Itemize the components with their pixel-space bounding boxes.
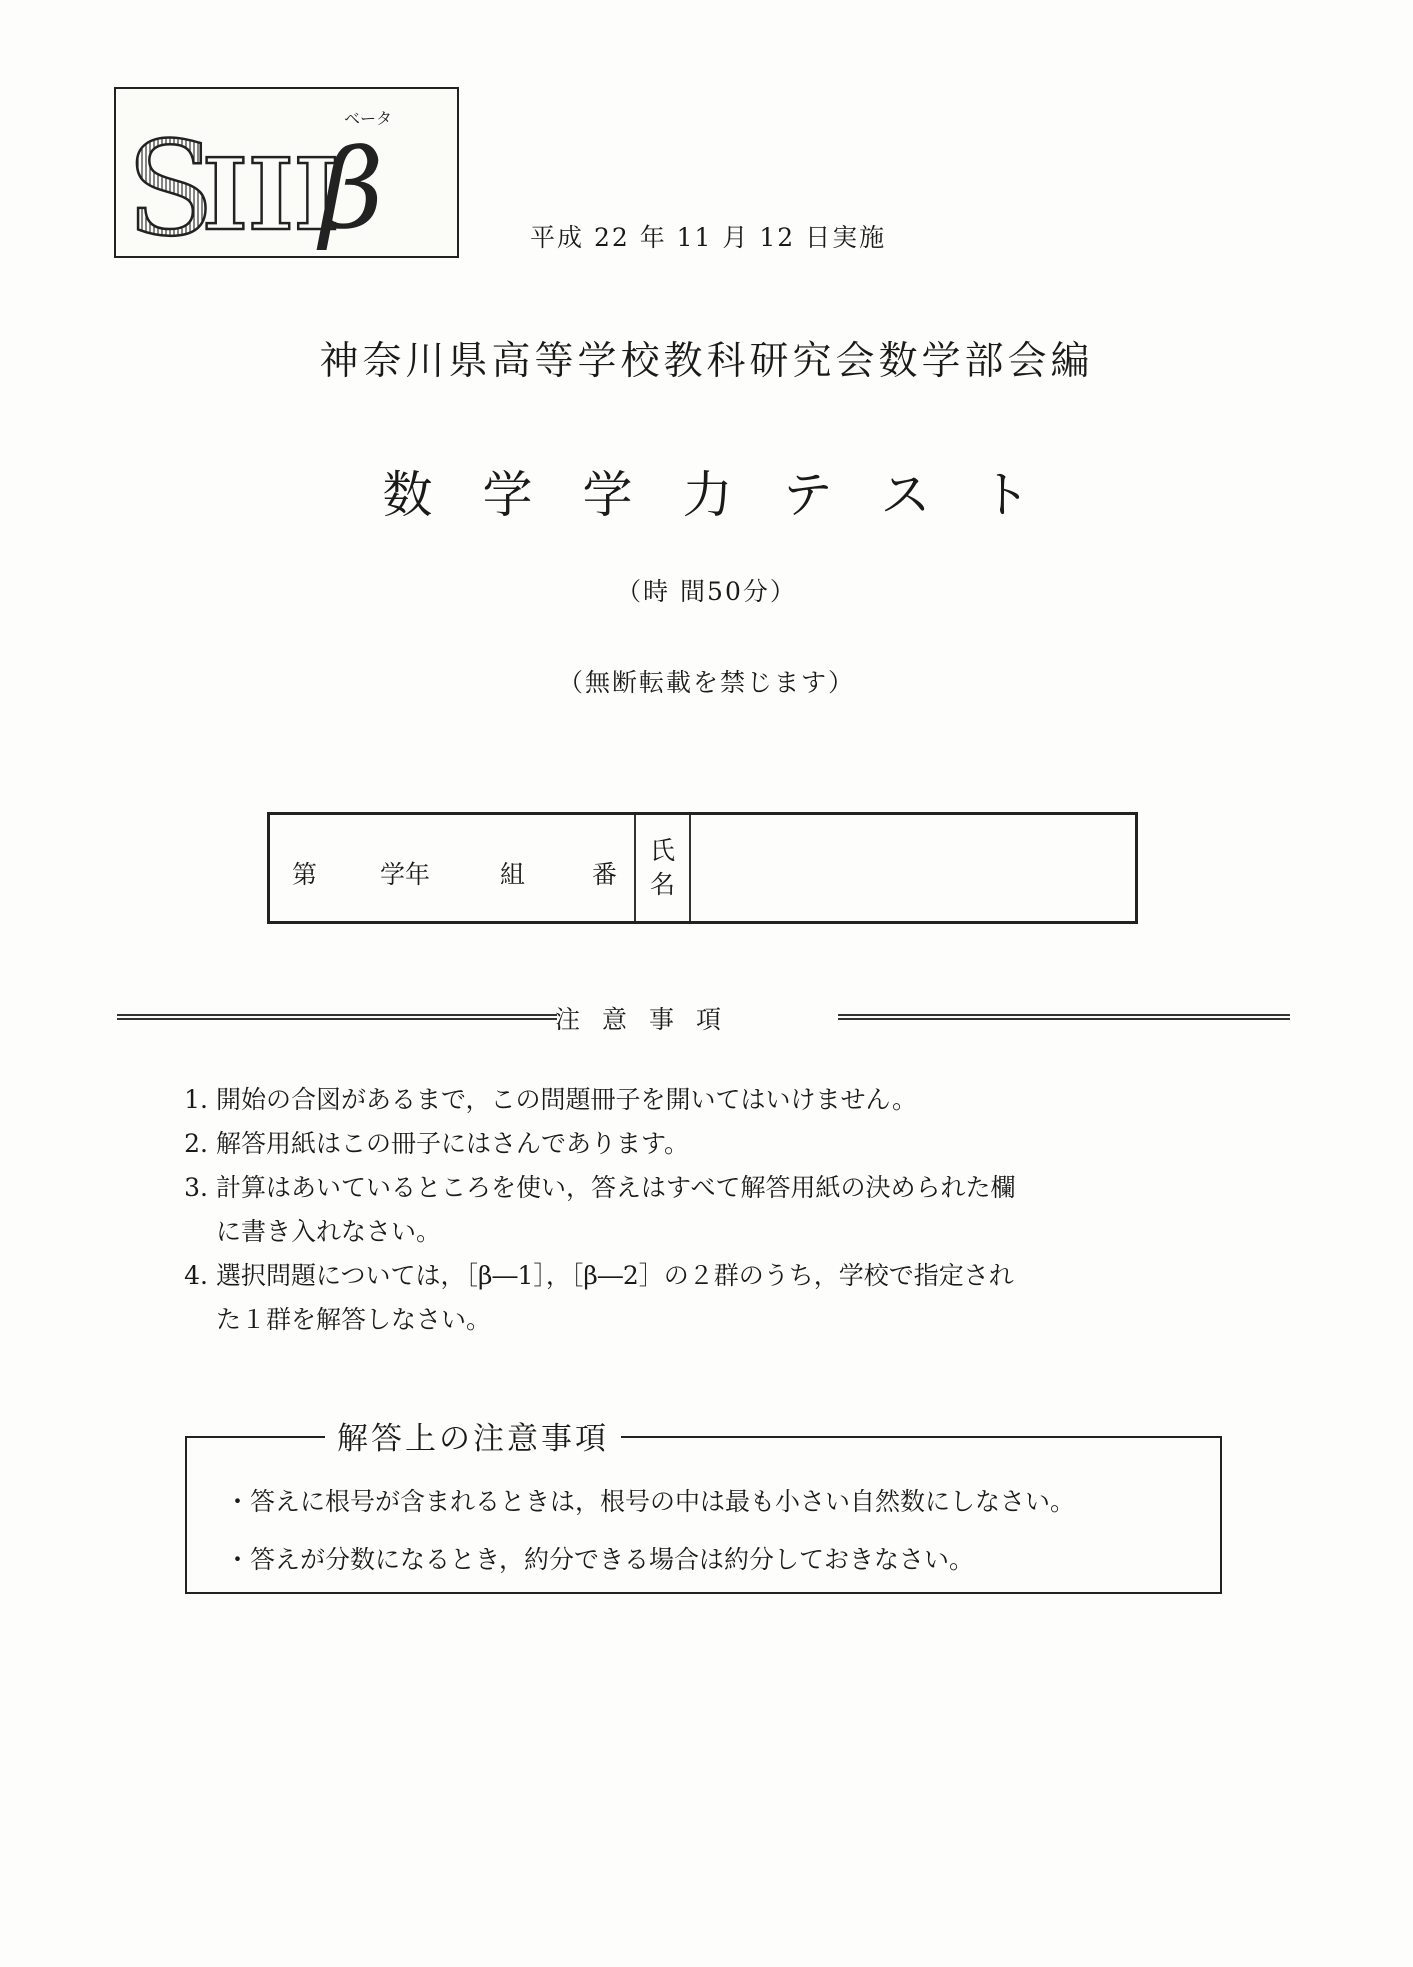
list-item: ・答えが分数になるとき，約分できる場合は約分しておきなさい。 (225, 1545, 975, 1574)
rule-left (117, 1014, 557, 1020)
name-field[interactable] (691, 815, 1135, 921)
name-label-2: 名 (649, 870, 675, 899)
list-item: 1. 開始の合図があるまで，この問題冊子を開いてはいけません。 (184, 1085, 918, 1114)
grade-class-number-cell[interactable] (270, 815, 636, 921)
name-label-cell (636, 815, 691, 921)
logo-graphic (116, 89, 461, 260)
answer-notes-list (225, 1473, 1075, 1589)
list-item: 3. 計算はあいているところを使い，答えはすべて解答用紙の決められた欄 (184, 1173, 1016, 1202)
logo-greek: β (320, 125, 384, 253)
exam-logo (114, 87, 459, 258)
time-limit: （時 間50分） (616, 577, 797, 606)
copyright-notice: （無断転載を禁じます） (557, 668, 855, 697)
grade-prefix: 第 (292, 860, 318, 889)
logo-reading: ベータ (344, 109, 393, 128)
notes-heading: 注意事項 (555, 1005, 744, 1034)
logo-numeral: III (202, 138, 340, 253)
name-label-1: 氏 (649, 836, 675, 865)
list-item: 4. 選択問題については，［β―1］，［β―2］の２群のうち，学校で指定され (184, 1261, 1014, 1290)
number-label: 番 (592, 860, 618, 889)
organization-name: 神奈川県高等学校教科研究会数学部会編 (319, 339, 1094, 384)
student-info-table (267, 812, 1138, 924)
list-item: た１群を解答しなさい。 (216, 1305, 492, 1334)
list-item: ・答えに根号が含まれるときは，根号の中は最も小さい自然数にしなさい。 (225, 1487, 1076, 1516)
list-item: に書き入れなさい。 (216, 1217, 442, 1246)
class-label: 組 (500, 860, 526, 889)
page-title: 数学学力テスト (382, 466, 1081, 524)
logo-letter: S (126, 113, 216, 260)
exam-date: 平成 22 年 11 月 12 日実施 (530, 223, 887, 252)
list-item: 2. 解答用紙はこの冊子にはさんであります。 (184, 1129, 690, 1158)
notes-list (160, 1078, 1016, 1342)
rule-right (838, 1014, 1290, 1020)
answer-notes-title: 解答上の注意事項 (325, 1413, 621, 1458)
grade-label: 学年 (380, 860, 431, 889)
